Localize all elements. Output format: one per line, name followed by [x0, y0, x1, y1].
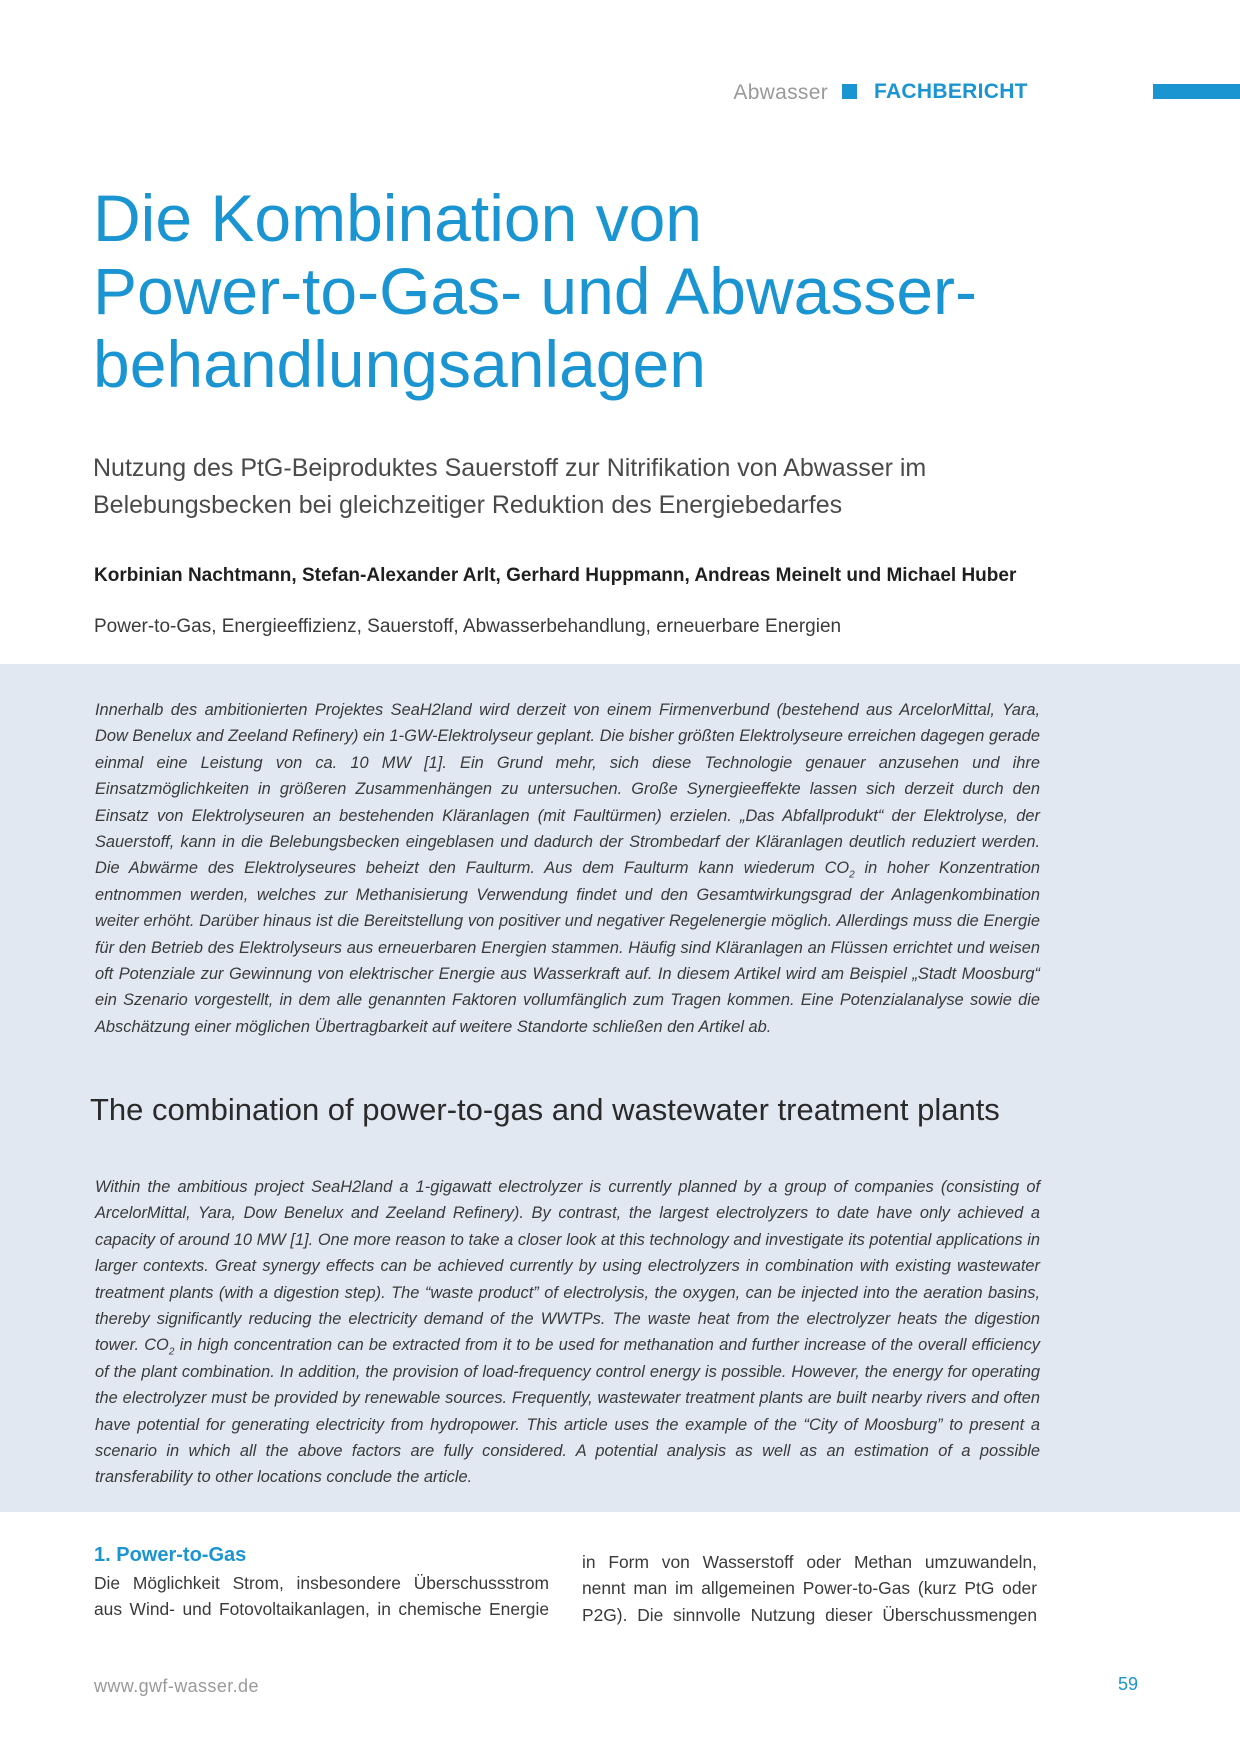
article-title: [93, 182, 1093, 401]
keywords: Power-to-Gas, Energieeffizienz, Sauerstoff, Abwasserbehandlung, erneuerbare Energien: [94, 616, 842, 637]
abstract-text: Within the ambitious project SeaH2land a 1-gigawatt electrolyzer is currently planned by a group of companies (consisting of ArcelorMittal, Yara, Dow Benelux and Zeeland Refinery). By contrast, the largest electrolyzers to date have only achieved a capacity of around 10 MW [1]. One more reason to take a closer look at this technology and investigate its potential applications in larger contexts. Great synergy effects can be achieved currently by using electrolyzers in combination with existing wastewater treatment plants (with a digestion step). The “waste product” of electrolysis, the oxygen, can be injected into the aeration basins, thereby significantly reducing the electricity demand of the WWTPs. The waste heat from the electrolyzer heats the digestion tower. CO: [95, 1178, 1040, 1355]
title-line: Power-to-Gas- und Abwasser-: [93, 254, 978, 328]
authors: Korbinian Nachtmann, Stefan-Alexander Arlt, Gerhard Huppmann, Andreas Meinelt und Michael Huber: [94, 565, 1017, 586]
section-label: Abwasser: [733, 81, 828, 104]
abstract-text: in high concentration can be extracted from it to be used for methanation and further increase of the overall efficiency of the plant combination. In addition, the provision of load-frequency control energy is possible. However, the energy for operating the electrolyzer must be provided by renewable sources. Frequently, wastewater treatment plants are built nearby rivers and often have potential for generating electricity from hydropower. This article uses the example of the “City of Moosburg” to present a scenario in which all the above factors are fully considered. A potential analysis as well as an estimation of a possible transferability to other locations conclude the article.: [95, 1336, 1040, 1487]
header-accent-bar: [1153, 84, 1240, 99]
body-column-right: [582, 1549, 1037, 1628]
subtitle-line: Belebungsbecken bei gleichzeitiger Reduktion des Energiebedarfes: [93, 491, 843, 519]
footer-url: www.gwf-wasser.de: [94, 1676, 259, 1696]
abstract-english: [95, 1174, 1040, 1491]
abstract-text: in hoher Konzentration entnommen werden, welches zur Methanisierung Verwendung findet und den Gesamtwirkungsgrad der Anlagenkombination weiter erhöht. Darüber hinaus ist die Bereitstellung von positiver und negativer Regelenergie möglich. Allerdings muss die Energie für den Betrieb des Elektrolyseurs aus erneuerbaren Energien stammen. Häufig sind Kläranlagen an Flüssen errichtet und weisen oft Potenziale zur Gewinnung von elektrischer Energie aus Wasserkraft auf. In diesem Artikel wird am Beispiel „Stadt Moosburg“ ein Szenario vorgestellt, in dem alle genannten Faktoren vollumfänglich zum Tragen kommen. Eine Potenzialanalyse sowie die Abschätzung einer möglichen Übertragbarkeit auf weitere Standorte schließen den Artikel ab.: [95, 859, 1040, 1036]
section-heading: 1. Power-to-Gas: [94, 1544, 247, 1566]
page-number: 59: [1118, 1674, 1139, 1694]
english-title: The combination of power-to-gas and wastewater treatment plants: [90, 1092, 1000, 1127]
subscript: 2: [849, 869, 855, 881]
title-line: Die Kombination von: [93, 181, 703, 255]
body-paragraph: Die Möglichkeit Strom, insbesondere Überschussstrom aus Wind- und Fotovoltaikanlagen, in chemische Energie: [94, 1573, 549, 1620]
title-line: behandlungsanlagen: [93, 327, 706, 401]
header-square-marker: [842, 84, 857, 99]
header-category: FACHBERICHT: [874, 80, 1028, 103]
body-paragraph: in Form von Wasserstoff oder Methan umzuwandeln, nennt man im allgemeinen Power-to-Gas (kurz PtG oder P2G). Die sinnvolle Nutzung dieser Überschussmengen: [582, 1552, 1037, 1625]
body-column-left: [94, 1544, 549, 1623]
abstract-text: Innerhalb des ambitionierten Projektes SeaH2land wird derzeit von einem Firmenverbund (bestehend aus ArcelorMittal, Yara, Dow Benelux and Zeeland Refinery) ein 1-GW-Elektrolyseur geplant. Die bisher größten Elektrolyseure erreichen dagegen gerade einmal eine Leistung von ca. 10 MW [1]. Ein Grund mehr, sich diese Technologie genauer anzusehen und ihre Einsatzmöglichkeiten in größeren Zusammenhängen zu untersuchen. Große Synergieeffekte lassen sich derzeit durch den Einsatz von Elektrolyseuren an bestehenden Kläranlagen (mit Faultürmen) erzielen. „Das Abfallprodukt“ der Elektrolyse, der Sauerstoff, kann in die Belebungsbecken eingeblasen und dadurch der Strombedarf der Kläranlagen deutlich reduziert werden. Die Abwärme des Elektrolyseures beheizt den Faulturm. Aus dem Faulturm kann wiederum CO: [95, 701, 1040, 878]
subtitle-line: Nutzung des PtG-Beiproduktes Sauerstoff zur Nitrifikation von Abwasser im: [93, 454, 927, 482]
abstract-german: [95, 697, 1040, 1040]
article-subtitle: [93, 450, 1093, 524]
subscript: 2: [168, 1346, 175, 1358]
